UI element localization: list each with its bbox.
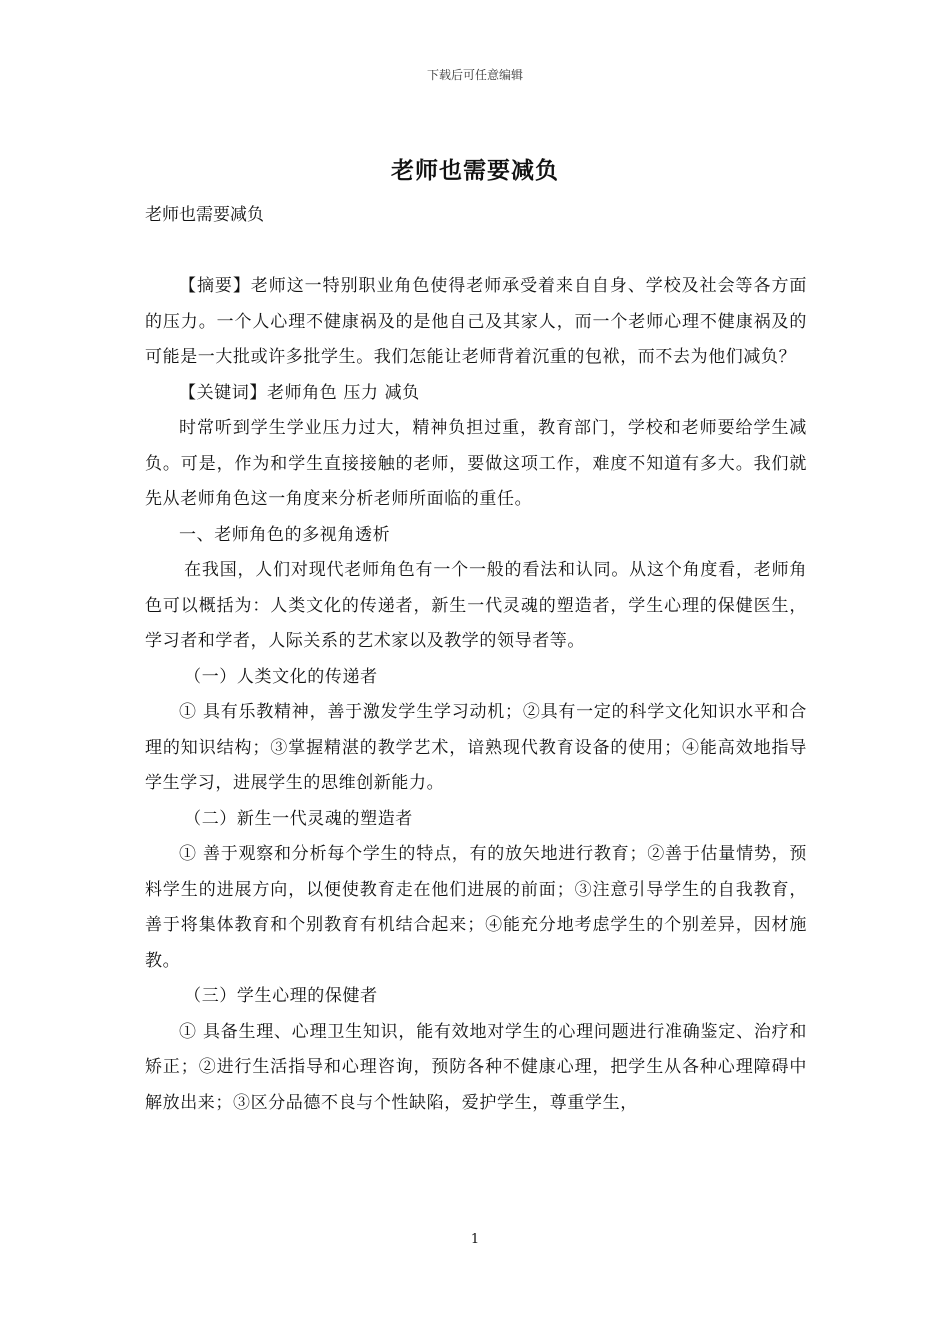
abstract-paragraph: 【摘要】老师这一特别职业角色使得老师承受着来自自身、学校及社会等各方面的压力。一个人心理不健康祸及的是他自己及其家人，而一个老师心理不健康祸及的可能是一大批或许多批学生。我们怎能让老师背着沉重的包袱，而不去为他们减负？ [145, 276, 807, 367]
page-number: 1 [470, 1232, 480, 1247]
body-paragraph: ① 具备生理、心理卫生知识，能有效地对学生的心理问题进行准确鉴定、治疗和矫正；②进行生活指导和心理咨询，预防各种不健康心理，把学生从各种心理障碍中解放出来；③区分品德不良与个性缺陷，爱护学生，尊重学生， [145, 1021, 807, 1113]
page-header-note: 下载后可任意编辑 [426, 68, 523, 82]
body-paragraph: 在我国，人们对现代老师角色有一个一般的看法和认同。从这个角度看，老师角色可以概括为：人类文化的传递者，新生一代灵魂的塑造者，学生心理的保健医生，学习者和学者，人际关系的艺术家以及教学的领导者等。 [145, 560, 807, 651]
keywords-paragraph: 【关键词】老师角色 压力 减负 [179, 382, 420, 403]
document-body [145, 269, 807, 1121]
body-paragraph: ① 善于观察和分析每个学生的特点，有的放矢地进行教育；②善于估量情势，预料学生的进展方向，以便使教育走在他们进展的前面；③注意引导学生的自我教育，善于将集体教育和个别教育有机结合起来；④能充分地考虑学生的个别差异，因材施教。 [145, 844, 807, 971]
document-subtitle: 老师也需要减负 [145, 205, 264, 225]
document-title: 老师也需要减负 [391, 157, 559, 184]
subsection-heading-3: （三）学生心理的保健者 [184, 986, 378, 1006]
body-paragraph: ① 具有乐教精神，善于激发学生学习动机；②具有一定的科学文化知识水平和合理的知识结构；③掌握精湛的教学艺术，谙熟现代教育设备的使用；④能高效地指导学生学习，进展学生的思维创新能力。 [145, 702, 807, 793]
intro-paragraph: 时常听到学生学业压力过大，精神负担过重，教育部门，学校和老师要给学生减负。可是，作为和学生直接接触的老师，要做这项工作，难度不知道有多大。我们就先从老师角色这一角度来分析老师所面临的重任。 [145, 418, 807, 509]
subsection-heading-2: （二）新生一代灵魂的塑造者 [184, 808, 413, 829]
section-heading-1: 一、老师角色的多视角透析 [179, 524, 391, 545]
subsection-heading-1: （一）人类文化的传递者 [184, 666, 378, 687]
